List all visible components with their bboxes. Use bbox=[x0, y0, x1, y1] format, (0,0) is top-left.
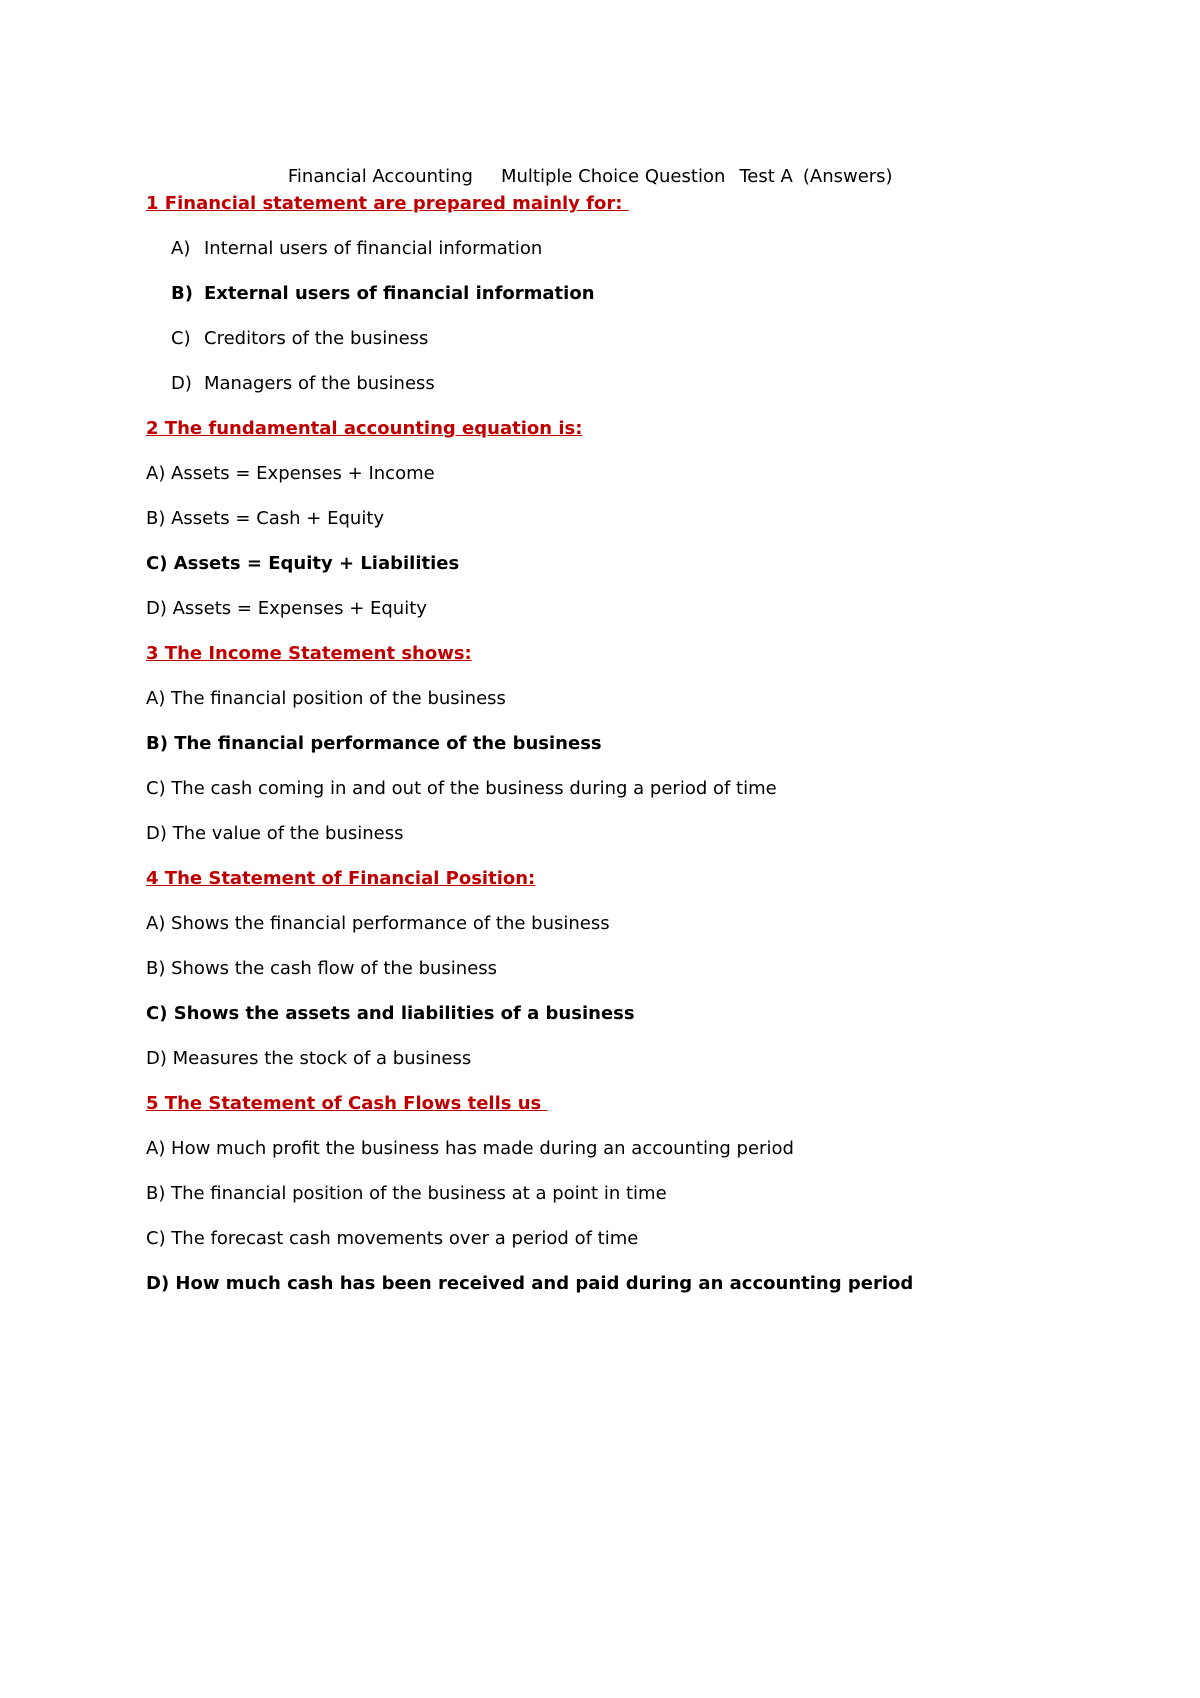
option-letter: B) bbox=[171, 283, 193, 304]
option-text: External users of financial information bbox=[204, 283, 595, 304]
question-5-option-b: B) The financial position of the business at a point in time bbox=[146, 1183, 667, 1204]
question-4-option-d: D) Measures the stock of a business bbox=[146, 1048, 472, 1069]
question-1-option-b-correct bbox=[171, 283, 1146, 305]
title-type: Multiple Choice Question bbox=[500, 166, 726, 187]
option-letter: A) bbox=[171, 238, 191, 259]
question-1-option-d bbox=[171, 373, 1146, 395]
option-text: Managers of the business bbox=[204, 373, 435, 394]
option-letter: C) bbox=[171, 328, 191, 349]
title-subject: Financial Accounting bbox=[287, 166, 473, 187]
question-5-option-c: C) The forecast cash movements over a period of time bbox=[146, 1228, 639, 1249]
question-1-options bbox=[146, 238, 1146, 395]
question-3-option-a: A) The financial position of the business bbox=[146, 688, 506, 709]
option-letter: D) bbox=[171, 373, 192, 394]
question-3-option-b-correct: B) The financial performance of the business bbox=[146, 733, 602, 754]
question-5-heading: 5 The Statement of Cash Flows tells us bbox=[146, 1093, 548, 1114]
question-3-option-d: D) The value of the business bbox=[146, 823, 404, 844]
question-3-option-c: C) The cash coming in and out of the business during a period of time bbox=[146, 778, 777, 799]
question-4-heading: 4 The Statement of Financial Position: bbox=[146, 868, 536, 889]
question-1-option-c bbox=[171, 328, 1146, 350]
question-5-option-a: A) How much profit the business has made during an accounting period bbox=[146, 1138, 794, 1159]
question-2-option-d: D) Assets = Expenses + Equity bbox=[146, 598, 427, 619]
question-3-heading: 3 The Income Statement shows: bbox=[146, 643, 472, 664]
question-list bbox=[146, 193, 1146, 1318]
question-4-option-b: B) Shows the cash flow of the business bbox=[146, 958, 498, 979]
question-5-option-d-correct: D) How much cash has been received and paid during an accounting period bbox=[146, 1273, 914, 1294]
question-4-option-c-correct: C) Shows the assets and liabilities of a business bbox=[146, 1003, 635, 1024]
question-2-option-a: A) Assets = Expenses + Income bbox=[146, 463, 435, 484]
title-answers: (Answers) bbox=[802, 166, 893, 187]
question-2-option-b: B) Assets = Cash + Equity bbox=[146, 508, 385, 529]
question-1-heading: 1 Financial statement are prepared mainly for: bbox=[146, 193, 629, 214]
question-2-heading: 2 The fundamental accounting equation is: bbox=[146, 418, 583, 439]
question-1-option-a bbox=[171, 238, 1146, 260]
question-4-option-a: A) Shows the financial performance of the business bbox=[146, 913, 610, 934]
question-2-option-c-correct: C) Assets = Equity + Liabilities bbox=[146, 553, 460, 574]
option-text: Internal users of financial information bbox=[204, 238, 543, 259]
title-test: Test A bbox=[739, 166, 793, 187]
option-text: Creditors of the business bbox=[204, 328, 429, 349]
